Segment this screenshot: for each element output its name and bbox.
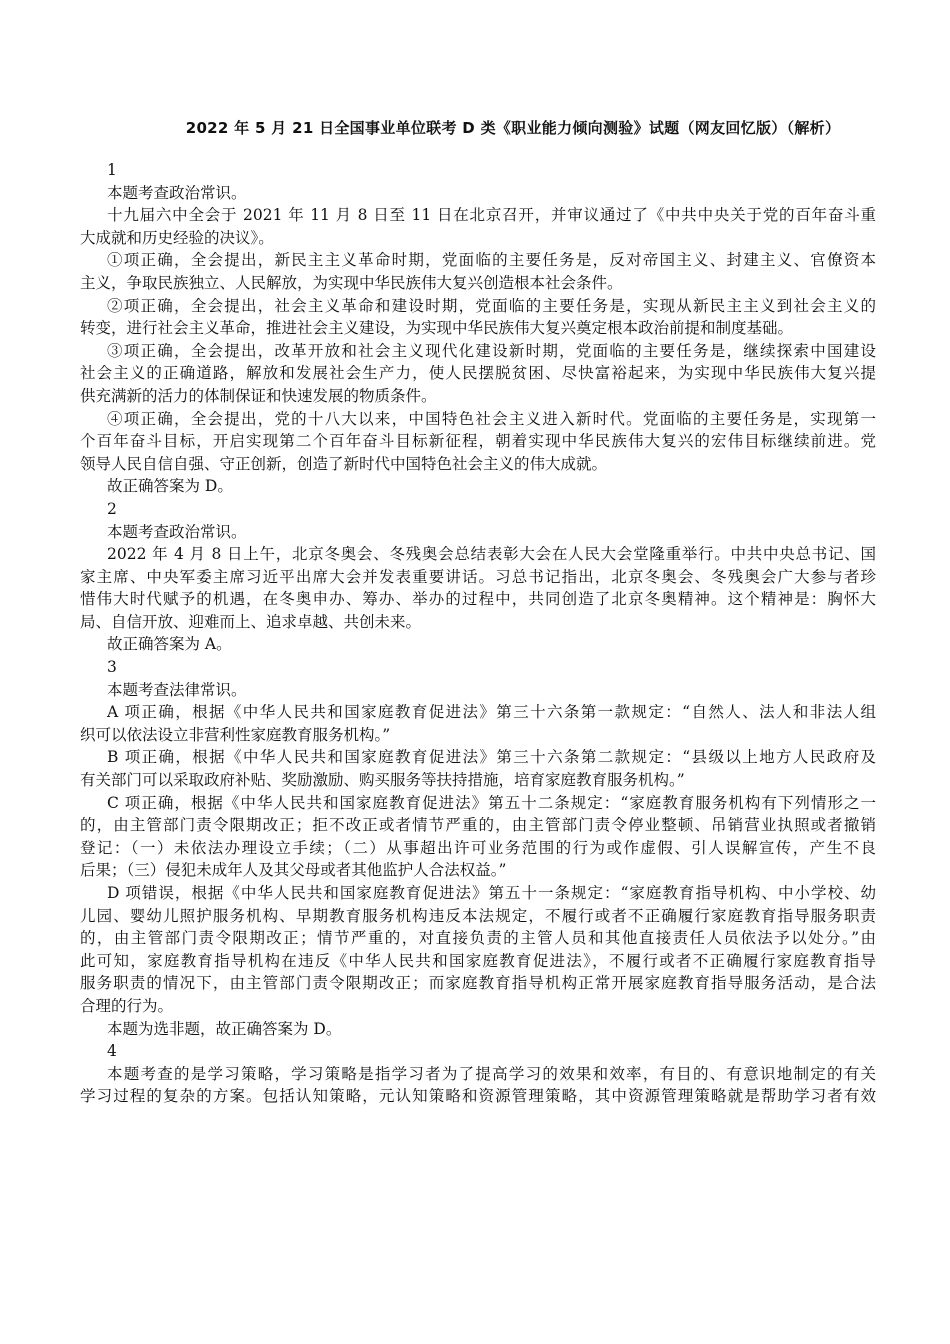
- text-line: 大成就和历史经验的决议》。: [80, 228, 274, 247]
- text-line: 服务职责的情况下，由主管部门责令限期改正；而家庭教育指导机构正常开展家庭教育指导服务活动，是合法: [80, 974, 876, 993]
- text-line: D 项错误，根据《中华人民共和国家庭教育促进法》第五十一条规定：“家庭教育指导机构、中小学校、幼: [107, 884, 876, 902]
- text-line: 转变，进行社会主义革命，推进社会主义建设，为实现中华民族伟大复兴奠定根本政治前提和制度基础。: [80, 319, 794, 338]
- text-line: 1: [107, 161, 117, 179]
- text-line: 故正确答案为 A。: [107, 635, 232, 654]
- document-body: [80, 159, 876, 1108]
- text-line: 2022 年 4 月 8 日上午，北京冬奥会、冬残奥会总结表彰大会在人民大会堂隆重举行。中共中央总书记、国: [107, 545, 876, 564]
- text-line: 2: [107, 499, 117, 518]
- text-line: 故正确答案为 D。: [107, 477, 233, 496]
- text-line: 有关部门可以采取政府补贴、奖励激励、购买服务等扶持措施，培育家庭教育服务机构。”: [80, 771, 685, 790]
- document-page: [80, 0, 876, 1344]
- text-line: 领导人民自信自强、守正创新，创造了新时代中国特色社会主义的伟大成就。: [80, 454, 608, 473]
- text-line: 织可以依法设立非营利性家庭教育服务机构。”: [80, 725, 391, 744]
- text-line: 社会主义的正确道路，解放和发展社会生产力，使人民摆脱贫困、尽快富裕起来，为实现中华民族伟大复兴提: [80, 364, 876, 383]
- text-line: 局、自信开放、迎难而上、追求卓越、共创未来。: [80, 612, 422, 631]
- document-title: 2022 年 5 月 21 日全国事业单位联考 D 类《职业能力倾向测验》试题（网友回忆版）（解析）: [185, 119, 841, 137]
- text-line: 惜伟大时代赋予的机遇，在冬奥申办、筹办、举办的过程中，共同创造了北京冬奥精神。这个精神是：胸怀大: [80, 590, 876, 609]
- text-line: 3: [107, 658, 117, 677]
- text-line: ④项正确，全会提出，党的十八大以来，中国特色社会主义进入新时代。党面临的主要任务是，实现第一: [107, 409, 876, 428]
- text-line: 本题考查政治常识。: [107, 522, 247, 541]
- text-line: ①项正确，全会提出，新民主主义革命时期，党面临的主要任务是，反对帝国主义、封建主义、官僚资本: [107, 251, 876, 270]
- text-line: 后果；（三）侵犯未成年人及其父母或者其他监护人合法权益。”: [80, 861, 507, 880]
- text-line: ②项正确，全会提出，社会主义革命和建设时期，党面临的主要任务是，实现从新民主主义到社会主义的: [107, 296, 876, 315]
- text-line: 本题考查政治常识。: [107, 183, 247, 202]
- text-line: 合理的行为。: [80, 996, 174, 1015]
- text-line: ③项正确，全会提出，改革开放和社会主义现代化建设新时期，党面临的主要任务是，继续探索中国建设: [107, 341, 876, 360]
- text-line: 供充满新的活力的体制保证和快速发展的物质条件。: [80, 386, 437, 405]
- text-line: 主义，争取民族独立、人民解放，为实现中华民族伟大复兴创造根本社会条件。: [80, 273, 623, 292]
- text-line: 的，由主管部门责令限期改正；拒不改正或者情节严重的，由主管部门责令停业整顿、吊销营业执照或者撤销: [80, 816, 876, 835]
- text-line: 十九届六中全会于 2021 年 11 月 8 日至 11 日在北京召开，并审议通过了《中共中央关于党的百年奋斗重: [107, 206, 876, 225]
- text-line: 学习过程的复杂的方案。包括认知策略，元认知策略和资源管理策略，其中资源管理策略就是帮助学习者有效: [80, 1087, 876, 1106]
- text-line: 4: [107, 1042, 117, 1061]
- text-line: C 项正确，根据《中华人民共和国家庭教育促进法》第五十二条规定：“家庭教育服务机构有下列情形之一: [107, 793, 876, 812]
- text-line: 家主席、中央军委主席习近平出席大会并发表重要讲话。习总书记指出，北京冬奥会、冬残奥会广大参与者珍: [80, 567, 876, 586]
- text-line: B 项正确，根据《中华人民共和国家庭教育促进法》第三十六条第二款规定：“县级以上地方人民政府及: [107, 748, 876, 767]
- text-line: 个百年奋斗目标，开启实现第二个百年奋斗目标新征程，朝着实现中华民族伟大复兴的宏伟目标继续前进。党: [80, 432, 876, 451]
- text-line: 本题考查法律常识。: [107, 680, 247, 699]
- text-line: 此可知，家庭教育指导机构在违反《中华人民共和国家庭教育促进法》，不履行或者不正确履行家庭教育指导: [80, 951, 876, 970]
- text-line: 本题为选非题，故正确答案为 D。: [107, 1019, 342, 1038]
- text-line: A 项正确，根据《中华人民共和国家庭教育促进法》第三十六条第一款规定：“自然人、法人和非法人组: [107, 703, 876, 722]
- text-line: 的，由主管部门责令限期改正；情节严重的，对直接负责的主管人员和其他直接责任人员依法予以处分。”由: [80, 929, 876, 948]
- text-line: 本题考查的是学习策略，学习策略是指学习者为了提高学习的效果和效率，有目的、有意识地制定的有关: [107, 1064, 876, 1083]
- text-line: 登记：（一）未依法办理设立手续；（二）从事超出许可业务范围的行为或作虚假、引人误解宣传，产生不良: [80, 838, 876, 857]
- text-line: 儿园、婴幼儿照护服务机构、早期教育服务机构违反本法规定，不履行或者不正确履行家庭教育指导服务职责: [80, 906, 876, 925]
